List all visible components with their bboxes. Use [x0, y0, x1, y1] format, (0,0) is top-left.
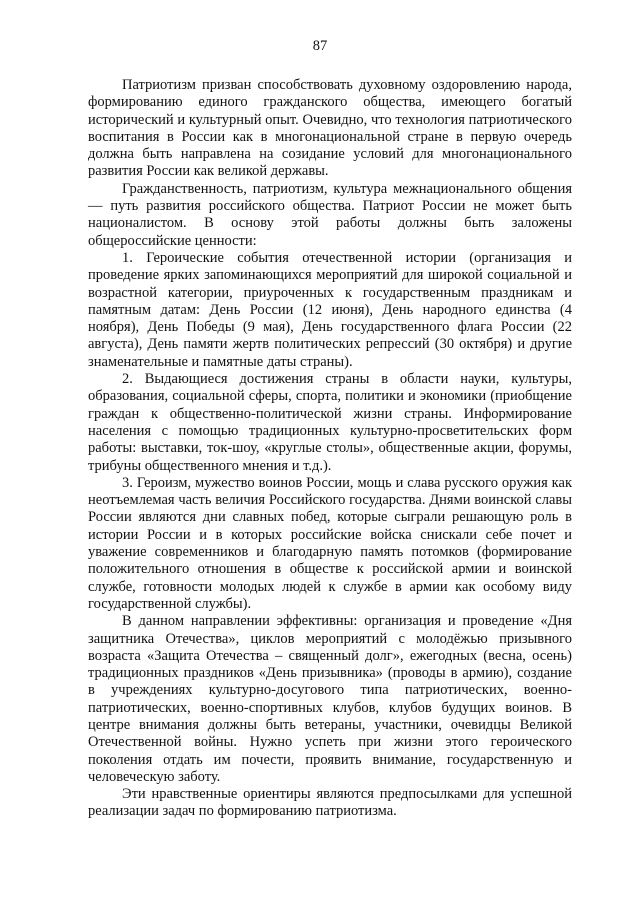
paragraph-military-glory: 3. Героизм, мужество воинов России, мощь и слава русского оружия как неотъемлемая часть величия Российского государства. Днями воинской славы России являются дни славных побед, которые сыграли решающую роль в истории России и в которых российские войска снискали себе почет и уважение современников и благодарную память потомков (формирование положительного отношения в обществе к российской армии и воинской службе, готовности молодых людей к службе в армии как особому виду государственной службы).	[88, 474, 572, 612]
paragraph-patriotism-intro: Патриотизм призван способствовать духовному оздоровлению народа, формированию единого гражданского общества, имеющего богатый исторический и культурный опыт. Очевидно, что технология патриотического воспитания в России как в многонациональной стране в первую очередь должна быть направлена на созидание условий для многонационального развития России как великой державы.	[88, 77, 572, 180]
paragraph-fatherland-defender: В данном направлении эффективны: организация и проведение «Дня защитника Отечества», циклов мероприятий с молодёжью призывного возраста «Защита Отечества – священный долг», ежегодных (весна, осень) традиционных праздников «День призывника» (проводы в армию), создание в учреждениях культурно-досугового типа патриотических, военно-патриотических, военно-спортивных клубов, клубов будущих воинов. В центре внимания должны быть ветераны, участники, очевидцы Великой Отечественной войны. Нужно успеть при жизни этого героического поколения отдать им почести, проявить внимание, государственную и человеческую заботу.	[88, 613, 572, 785]
page-number: 87	[312, 38, 328, 54]
paragraph-heroic-events: 1. Героические события отечественной истории (организация и проведение ярких запоминающихся мероприятий для широкой социальной и возрастной категории, приуроченных к государственным праздникам и памятным датам: День России (12 июня), День народного единства (4 ноября), День Победы (9 мая), День государственного флага России (22 августа), День памяти жертв политических репрессий (30 октября) и другие знаменательные и памятные даты страны).	[88, 249, 572, 370]
paragraph-achievements: 2. Выдающиеся достижения страны в области науки, культуры, образования, социальной сферы, спорта, политики и экономики (приобщение граждан к общественно-политической жизни страны. Информирование населения с помощью традиционных культурно-просветительских форм работы: выставки, ток-шоу, «круглые столы», общественные акции, форумы, трибуны общественного мнения и т.д.).	[88, 371, 572, 474]
paragraph-citizenship: Гражданственность, патриотизм, культура межнационального общения — путь развития российского общества. Патриот России не может быть националистом. В основу этой работы должны быть заложены общероссийские ценности:	[88, 180, 572, 249]
text-body	[88, 77, 572, 821]
paragraph-moral-guidelines: Эти нравственные ориентиры являются предпосылками для успешной реализации задач по формированию патриотизма.	[88, 786, 572, 820]
